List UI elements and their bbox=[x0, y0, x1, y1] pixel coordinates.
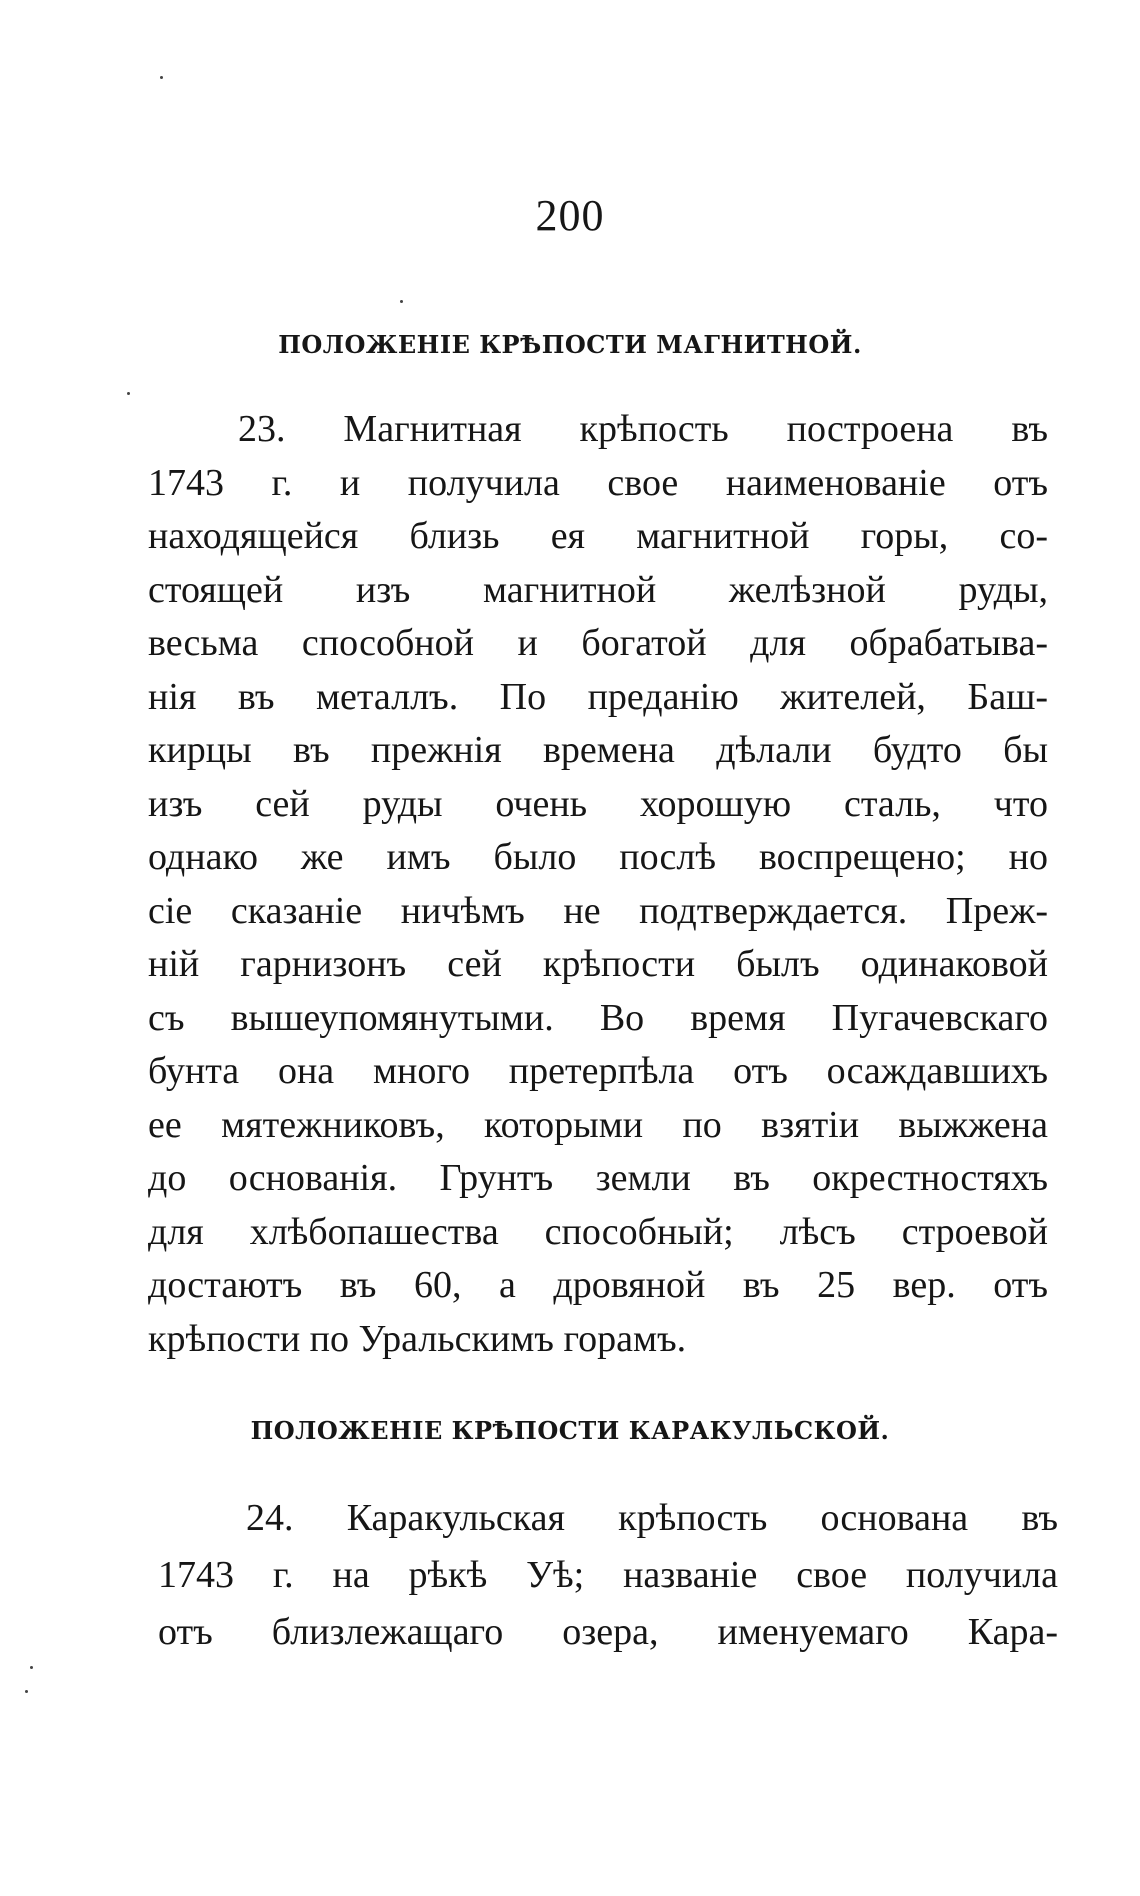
text-line: изъ сей руды очень хорошую сталь, что bbox=[148, 782, 1048, 825]
scan-speck bbox=[30, 1666, 33, 1669]
text-line: 1743 г. и получила свое наименованіе отъ bbox=[148, 461, 1048, 504]
text-line: бунта она много претерпѣла отъ осаждавшихъ bbox=[148, 1050, 1048, 1092]
text-line: ній гарнизонъ сей крѣпости былъ одинаковой bbox=[148, 943, 1048, 985]
text-line: киpцы въ прежнія времена дѣлали будто бы bbox=[148, 729, 1048, 771]
text-line: ее мятежниковъ, которыми по взятіи выжжена bbox=[148, 1103, 1048, 1146]
paragraph-24 bbox=[158, 1490, 1058, 1661]
text-line: для хлѣбопашества способный; лѣсъ строевой bbox=[148, 1210, 1048, 1253]
text-line: достаютъ въ 60, а дровяной въ 25 вер. отъ bbox=[148, 1264, 1048, 1306]
text-line: находящейся близь ея магнитной горы, со- bbox=[148, 515, 1048, 557]
text-line: 1743 г. на рѣкѣ Уѣ; названіе свое получила bbox=[158, 1554, 1058, 1596]
section-heading-magnitnaya: ПОЛОЖЕНІЕ КРѢПОСТИ МАГНИТНОЙ. bbox=[278, 330, 862, 359]
text-line: отъ близлежащаго озера, именуемаго Кара- bbox=[158, 1611, 1058, 1653]
text-line: 24. Каракульская крѣпость основана въ bbox=[246, 1497, 1058, 1539]
text-line: съ вышеупомянутыми. Во время Пугачевскаго bbox=[148, 996, 1048, 1039]
scan-speck bbox=[25, 1690, 28, 1693]
scan-speck bbox=[400, 300, 403, 303]
scan-speck bbox=[160, 76, 163, 79]
page-number: 200 bbox=[535, 191, 605, 240]
text-line: 23. Магнитная крѣпость построена въ bbox=[238, 408, 1048, 450]
text-line: нія въ металлъ. По преданію жителей, Баш- bbox=[148, 675, 1048, 718]
text-line: крѣпости по Уральскимъ горамъ. bbox=[148, 1317, 687, 1360]
text-line: однако же имъ было послѣ воспрещено; но bbox=[148, 836, 1048, 878]
text-line: стоящей изъ магнитной желѣзной руды, bbox=[148, 568, 1048, 611]
paragraph-23 bbox=[148, 403, 1048, 1366]
section-heading-karakulskaya: ПОЛОЖЕНІЕ КРѢПОСТИ КАРАКУЛЬСКОЙ. bbox=[250, 1416, 890, 1445]
text-line: сіе сказаніе ничѣмъ не подтверждается. Преж- bbox=[148, 889, 1048, 932]
text-line: весьма способной и богатой для обрабатыва- bbox=[148, 622, 1048, 664]
scan-speck bbox=[127, 392, 130, 395]
text-line: до основанія. Грунтъ земли въ окрестностяхъ bbox=[148, 1157, 1048, 1199]
